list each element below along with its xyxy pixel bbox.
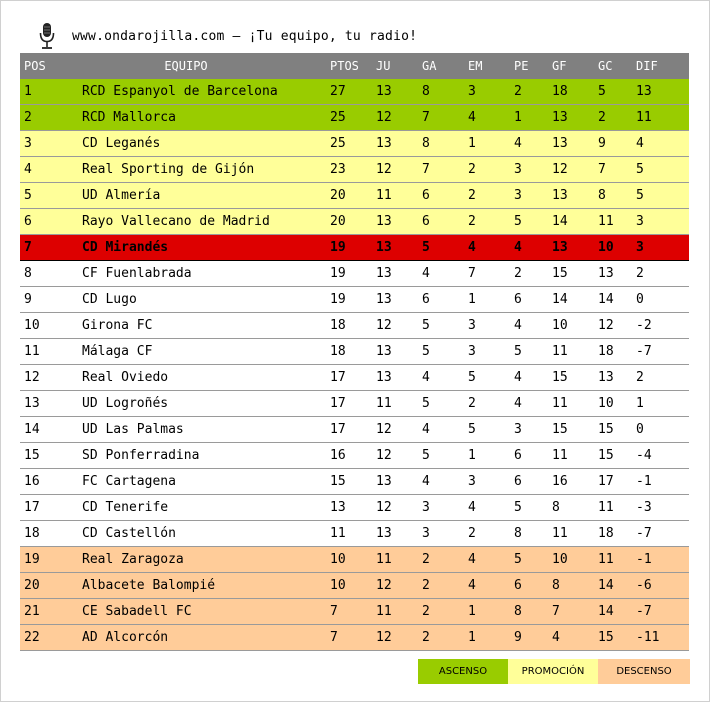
table-row bbox=[20, 79, 689, 105]
cell-ju: 11 bbox=[376, 188, 392, 203]
cell-pts: 10 bbox=[330, 578, 346, 593]
cell-gc: 11 bbox=[598, 214, 614, 229]
cell-em: 2 bbox=[468, 526, 476, 541]
cell-pe: 5 bbox=[514, 552, 522, 567]
cell-ju: 13 bbox=[376, 344, 392, 359]
cell-em: 3 bbox=[468, 474, 476, 489]
cell-gc: 11 bbox=[598, 552, 614, 567]
cell-ju: 12 bbox=[376, 448, 392, 463]
cell-gf: 13 bbox=[552, 188, 568, 203]
cell-em: 2 bbox=[468, 396, 476, 411]
cell-pts: 17 bbox=[330, 422, 346, 437]
table-row bbox=[20, 547, 689, 573]
cell-team: RCD Mallorca bbox=[82, 110, 176, 125]
cell-pos: 7 bbox=[24, 240, 32, 255]
cell-pos: 4 bbox=[24, 162, 32, 177]
cell-ju: 13 bbox=[376, 214, 392, 229]
cell-ju: 12 bbox=[376, 578, 392, 593]
cell-gf: 16 bbox=[552, 474, 568, 489]
cell-ju: 12 bbox=[376, 318, 392, 333]
cell-gc: 13 bbox=[598, 266, 614, 281]
cell-pos: 5 bbox=[24, 188, 32, 203]
cell-em: 4 bbox=[468, 240, 476, 255]
cell-gf: 4 bbox=[552, 630, 560, 645]
cell-ju: 13 bbox=[376, 474, 392, 489]
cell-pe: 6 bbox=[514, 448, 522, 463]
site-tagline: www.ondarojilla.com – ¡Tu equipo, tu radio! bbox=[72, 28, 418, 44]
cell-pe: 4 bbox=[514, 136, 522, 151]
cell-em: 1 bbox=[468, 292, 476, 307]
cell-gc: 9 bbox=[598, 136, 606, 151]
cell-team: CD Mirandés bbox=[82, 240, 169, 255]
cell-ga: 7 bbox=[422, 162, 430, 177]
cell-ga: 6 bbox=[422, 188, 430, 203]
cell-em: 2 bbox=[468, 188, 476, 203]
table-row bbox=[20, 443, 689, 469]
cell-gf: 10 bbox=[552, 318, 568, 333]
cell-ju: 13 bbox=[376, 370, 392, 385]
cell-ga: 5 bbox=[422, 396, 430, 411]
cell-gf: 13 bbox=[552, 240, 568, 255]
cell-pos: 19 bbox=[24, 552, 40, 567]
cell-gc: 10 bbox=[598, 396, 614, 411]
cell-pe: 6 bbox=[514, 292, 522, 307]
cell-gf: 11 bbox=[552, 344, 568, 359]
cell-pts: 7 bbox=[330, 630, 338, 645]
cell-em: 3 bbox=[468, 344, 476, 359]
cell-ga: 2 bbox=[422, 552, 430, 567]
cell-gf: 8 bbox=[552, 578, 560, 593]
cell-gc: 5 bbox=[598, 84, 606, 99]
cell-team: UD Las Palmas bbox=[82, 422, 184, 437]
col-header-pos: POS bbox=[24, 59, 46, 73]
cell-team: Real Sporting de Gijón bbox=[82, 162, 255, 177]
cell-gf: 15 bbox=[552, 422, 568, 437]
cell-gc: 2 bbox=[598, 110, 606, 125]
cell-gf: 11 bbox=[552, 396, 568, 411]
cell-dif: -1 bbox=[636, 474, 652, 489]
cell-ga: 3 bbox=[422, 526, 430, 541]
cell-dif: -3 bbox=[636, 500, 652, 515]
cell-pos: 22 bbox=[24, 630, 40, 645]
cell-dif: -7 bbox=[636, 526, 652, 541]
cell-dif: 2 bbox=[636, 370, 644, 385]
cell-pts: 19 bbox=[330, 292, 346, 307]
cell-pe: 5 bbox=[514, 500, 522, 515]
cell-team: Rayo Vallecano de Madrid bbox=[82, 214, 270, 229]
cell-pts: 10 bbox=[330, 552, 346, 567]
cell-dif: 2 bbox=[636, 266, 644, 281]
table-row bbox=[20, 183, 689, 209]
table-row bbox=[20, 469, 689, 495]
cell-pe: 3 bbox=[514, 162, 522, 177]
cell-pos: 8 bbox=[24, 266, 32, 281]
cell-team: AD Alcorcón bbox=[82, 630, 169, 645]
cell-dif: 0 bbox=[636, 292, 644, 307]
cell-ga: 5 bbox=[422, 240, 430, 255]
cell-pos: 3 bbox=[24, 136, 32, 151]
microphone-icon bbox=[38, 22, 56, 50]
cell-team: CD Lugo bbox=[82, 292, 137, 307]
cell-dif: 3 bbox=[636, 214, 644, 229]
table-row bbox=[20, 599, 689, 625]
cell-pe: 5 bbox=[514, 214, 522, 229]
legend-descenso: DESCENSO bbox=[598, 659, 690, 684]
cell-gc: 14 bbox=[598, 604, 614, 619]
cell-pe: 6 bbox=[514, 578, 522, 593]
cell-ga: 2 bbox=[422, 604, 430, 619]
table-row bbox=[20, 157, 689, 183]
cell-pts: 19 bbox=[330, 266, 346, 281]
col-header-team: EQUIPO bbox=[164, 59, 208, 73]
cell-pe: 3 bbox=[514, 188, 522, 203]
cell-team: Real Oviedo bbox=[82, 370, 169, 385]
cell-dif: 4 bbox=[636, 136, 644, 151]
standings-table bbox=[20, 53, 689, 651]
cell-gc: 11 bbox=[598, 500, 614, 515]
cell-pts: 17 bbox=[330, 396, 346, 411]
table-row bbox=[20, 105, 689, 131]
col-header-gc: GC bbox=[598, 59, 613, 73]
cell-gc: 10 bbox=[598, 240, 614, 255]
cell-em: 2 bbox=[468, 162, 476, 177]
cell-gf: 7 bbox=[552, 604, 560, 619]
cell-team: CD Tenerife bbox=[82, 500, 169, 515]
cell-em: 7 bbox=[468, 266, 476, 281]
cell-ga: 4 bbox=[422, 474, 430, 489]
cell-pe: 4 bbox=[514, 318, 522, 333]
cell-gc: 13 bbox=[598, 370, 614, 385]
table-row bbox=[20, 365, 689, 391]
table-row bbox=[20, 417, 689, 443]
cell-pe: 4 bbox=[514, 370, 522, 385]
cell-ju: 12 bbox=[376, 630, 392, 645]
cell-ju: 13 bbox=[376, 240, 392, 255]
cell-em: 1 bbox=[468, 630, 476, 645]
cell-gc: 18 bbox=[598, 344, 614, 359]
cell-ju: 13 bbox=[376, 266, 392, 281]
cell-gf: 13 bbox=[552, 110, 568, 125]
cell-gc: 18 bbox=[598, 526, 614, 541]
table-row bbox=[20, 131, 689, 157]
cell-team: CD Leganés bbox=[82, 136, 161, 151]
cell-dif: -4 bbox=[636, 448, 652, 463]
cell-pos: 15 bbox=[24, 448, 40, 463]
cell-pos: 14 bbox=[24, 422, 40, 437]
cell-team: CF Fuenlabrada bbox=[82, 266, 192, 281]
table-row bbox=[20, 391, 689, 417]
cell-dif: -11 bbox=[636, 630, 660, 645]
cell-pos: 13 bbox=[24, 396, 40, 411]
cell-dif: -6 bbox=[636, 578, 652, 593]
table-row bbox=[20, 261, 689, 287]
legend bbox=[418, 659, 690, 684]
cell-ga: 8 bbox=[422, 136, 430, 151]
cell-pos: 10 bbox=[24, 318, 40, 333]
cell-dif: -1 bbox=[636, 552, 652, 567]
legend-ascenso: ASCENSO bbox=[418, 659, 508, 684]
cell-ga: 4 bbox=[422, 422, 430, 437]
cell-ju: 12 bbox=[376, 162, 392, 177]
cell-pe: 1 bbox=[514, 110, 522, 125]
cell-gc: 17 bbox=[598, 474, 614, 489]
cell-pts: 16 bbox=[330, 448, 346, 463]
cell-pe: 8 bbox=[514, 526, 522, 541]
cell-em: 4 bbox=[468, 552, 476, 567]
cell-ju: 11 bbox=[376, 396, 392, 411]
cell-gc: 14 bbox=[598, 578, 614, 593]
cell-team: SD Ponferradina bbox=[82, 448, 200, 463]
cell-pos: 21 bbox=[24, 604, 40, 619]
cell-pe: 6 bbox=[514, 474, 522, 489]
cell-team: CE Sabadell FC bbox=[82, 604, 192, 619]
cell-pos: 18 bbox=[24, 526, 40, 541]
cell-dif: -2 bbox=[636, 318, 652, 333]
cell-pe: 3 bbox=[514, 422, 522, 437]
cell-ga: 6 bbox=[422, 214, 430, 229]
cell-ga: 4 bbox=[422, 370, 430, 385]
table-row bbox=[20, 287, 689, 313]
cell-dif: -7 bbox=[636, 344, 652, 359]
table-row bbox=[20, 521, 689, 547]
cell-ga: 4 bbox=[422, 266, 430, 281]
cell-team: RCD Espanyol de Barcelona bbox=[82, 84, 278, 99]
cell-pts: 27 bbox=[330, 84, 346, 99]
cell-gc: 8 bbox=[598, 188, 606, 203]
table-body bbox=[20, 79, 689, 651]
cell-ga: 2 bbox=[422, 578, 430, 593]
cell-ju: 12 bbox=[376, 422, 392, 437]
cell-dif: 5 bbox=[636, 162, 644, 177]
cell-team: CD Castellón bbox=[82, 526, 176, 541]
cell-em: 1 bbox=[468, 136, 476, 151]
cell-gf: 12 bbox=[552, 162, 568, 177]
cell-pe: 4 bbox=[514, 396, 522, 411]
cell-em: 2 bbox=[468, 214, 476, 229]
cell-gc: 12 bbox=[598, 318, 614, 333]
cell-pos: 16 bbox=[24, 474, 40, 489]
cell-pos: 2 bbox=[24, 110, 32, 125]
table-row bbox=[20, 625, 689, 651]
cell-gc: 14 bbox=[598, 292, 614, 307]
col-header-dif: DIF bbox=[636, 59, 658, 73]
cell-ga: 5 bbox=[422, 318, 430, 333]
col-header-ga: GA bbox=[422, 59, 437, 73]
cell-gf: 14 bbox=[552, 292, 568, 307]
cell-ga: 7 bbox=[422, 110, 430, 125]
cell-pe: 4 bbox=[514, 240, 522, 255]
cell-em: 3 bbox=[468, 318, 476, 333]
col-header-pe: PE bbox=[514, 59, 529, 73]
table-row bbox=[20, 209, 689, 235]
table-row bbox=[20, 235, 689, 261]
cell-gc: 15 bbox=[598, 422, 614, 437]
cell-dif: 0 bbox=[636, 422, 644, 437]
legend-promocion: PROMOCIÓN bbox=[508, 659, 598, 684]
cell-ga: 8 bbox=[422, 84, 430, 99]
cell-team: Málaga CF bbox=[82, 344, 153, 359]
cell-em: 3 bbox=[468, 84, 476, 99]
cell-team: FC Cartagena bbox=[82, 474, 176, 489]
cell-gf: 15 bbox=[552, 370, 568, 385]
table-row bbox=[20, 573, 689, 599]
cell-pts: 11 bbox=[330, 526, 346, 541]
cell-team: Girona FC bbox=[82, 318, 153, 333]
cell-gf: 13 bbox=[552, 136, 568, 151]
cell-ga: 2 bbox=[422, 630, 430, 645]
cell-pts: 19 bbox=[330, 240, 346, 255]
cell-ju: 13 bbox=[376, 84, 392, 99]
cell-gf: 15 bbox=[552, 266, 568, 281]
cell-pos: 12 bbox=[24, 370, 40, 385]
cell-pe: 8 bbox=[514, 604, 522, 619]
table-row bbox=[20, 313, 689, 339]
cell-ga: 3 bbox=[422, 500, 430, 515]
cell-pts: 18 bbox=[330, 344, 346, 359]
cell-gf: 10 bbox=[552, 552, 568, 567]
cell-ga: 5 bbox=[422, 344, 430, 359]
cell-pos: 6 bbox=[24, 214, 32, 229]
cell-em: 5 bbox=[468, 370, 476, 385]
cell-em: 4 bbox=[468, 578, 476, 593]
cell-gf: 14 bbox=[552, 214, 568, 229]
cell-gf: 11 bbox=[552, 448, 568, 463]
table-header-row bbox=[20, 53, 689, 79]
cell-pts: 18 bbox=[330, 318, 346, 333]
cell-ju: 12 bbox=[376, 110, 392, 125]
cell-pe: 9 bbox=[514, 630, 522, 645]
cell-team: Albacete Balompié bbox=[82, 578, 216, 593]
cell-pos: 9 bbox=[24, 292, 32, 307]
cell-em: 4 bbox=[468, 110, 476, 125]
cell-dif: 3 bbox=[636, 240, 644, 255]
cell-pts: 20 bbox=[330, 188, 346, 203]
cell-ga: 6 bbox=[422, 292, 430, 307]
cell-dif: -7 bbox=[636, 604, 652, 619]
cell-team: UD Almería bbox=[82, 188, 161, 203]
cell-pts: 13 bbox=[330, 500, 346, 515]
cell-dif: 11 bbox=[636, 110, 652, 125]
cell-dif: 1 bbox=[636, 396, 644, 411]
cell-ju: 13 bbox=[376, 526, 392, 541]
col-header-pts: PTOS bbox=[330, 59, 359, 73]
cell-pts: 17 bbox=[330, 370, 346, 385]
cell-dif: 5 bbox=[636, 188, 644, 203]
table-row bbox=[20, 495, 689, 521]
cell-team: UD Logroñés bbox=[82, 396, 169, 411]
cell-em: 4 bbox=[468, 500, 476, 515]
cell-pos: 1 bbox=[24, 84, 32, 99]
cell-pos: 11 bbox=[24, 344, 40, 359]
cell-gc: 7 bbox=[598, 162, 606, 177]
cell-pts: 20 bbox=[330, 214, 346, 229]
cell-ju: 11 bbox=[376, 604, 392, 619]
cell-gf: 8 bbox=[552, 500, 560, 515]
site-header bbox=[38, 22, 417, 50]
cell-pts: 7 bbox=[330, 604, 338, 619]
cell-pos: 20 bbox=[24, 578, 40, 593]
cell-ju: 13 bbox=[376, 136, 392, 151]
cell-ju: 11 bbox=[376, 552, 392, 567]
cell-pts: 23 bbox=[330, 162, 346, 177]
cell-ju: 12 bbox=[376, 500, 392, 515]
cell-pts: 25 bbox=[330, 136, 346, 151]
cell-team: Real Zaragoza bbox=[82, 552, 184, 567]
cell-dif: 13 bbox=[636, 84, 652, 99]
table-row bbox=[20, 339, 689, 365]
cell-ga: 5 bbox=[422, 448, 430, 463]
cell-gc: 15 bbox=[598, 630, 614, 645]
cell-pts: 15 bbox=[330, 474, 346, 489]
col-header-ju: JU bbox=[376, 59, 391, 73]
cell-gf: 18 bbox=[552, 84, 568, 99]
col-header-em: EM bbox=[468, 59, 483, 73]
cell-em: 1 bbox=[468, 604, 476, 619]
cell-em: 5 bbox=[468, 422, 476, 437]
cell-pe: 2 bbox=[514, 266, 522, 281]
cell-pe: 2 bbox=[514, 84, 522, 99]
cell-gf: 11 bbox=[552, 526, 568, 541]
cell-gc: 15 bbox=[598, 448, 614, 463]
col-header-gf: GF bbox=[552, 59, 567, 73]
cell-pe: 5 bbox=[514, 344, 522, 359]
cell-pos: 17 bbox=[24, 500, 40, 515]
cell-ju: 13 bbox=[376, 292, 392, 307]
cell-pts: 25 bbox=[330, 110, 346, 125]
cell-em: 1 bbox=[468, 448, 476, 463]
